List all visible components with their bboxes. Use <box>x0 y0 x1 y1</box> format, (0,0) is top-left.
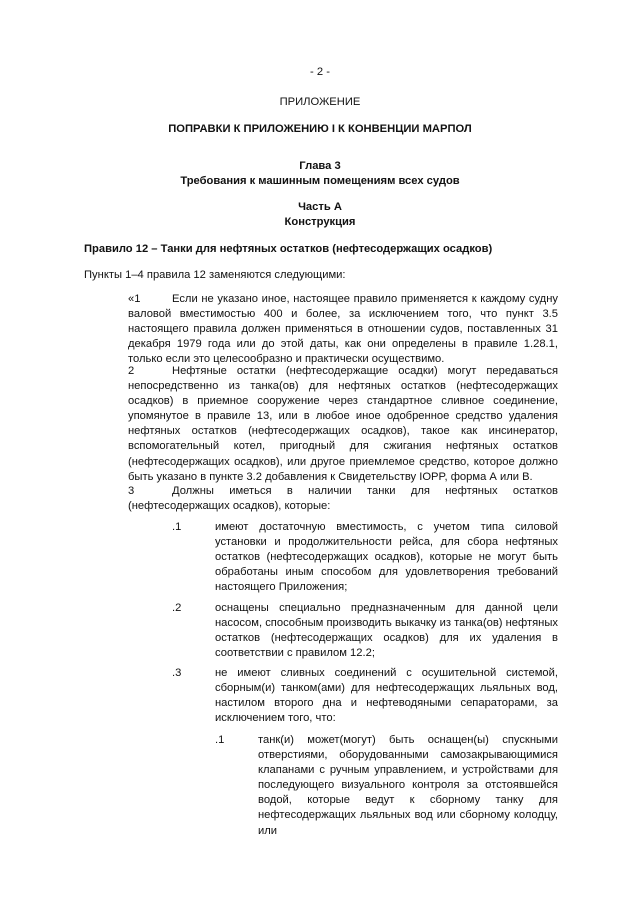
sub-item-text: не имеют сливных соединений с осушительной системой, сборным(и) танком(ами) для нефтесодержащих льяльных вод, настилом второго дна и нефтеводяными сепараторами, за исключением того, что: <box>215 667 558 725</box>
sub-item-number: .3 <box>172 667 182 679</box>
paragraph-text: Нефтяные остатки (нефтесодержащие осадки) могут передаваться непосредственно из танка(ов) для нефтяных остатков (нефтесодержащих осадков) в приемное сооружение через стандартное сливное соединение, упомянутое в правиле 13, или в любое иное одобренное средство удаления нефтяных остатков (нефтесодержащих осадков), такое как инсинератор, вспомогательный котел, пригодный для сжигания нефтяных остатков (нефтесодержащих осадков), или другое приемлемое средство, которое должно быть указано в пункте 3.2 добавления к Свидетельству IOPP, форма А или В. <box>128 365 558 483</box>
paragraph-text: Если не указано иное, настоящее правило применяется к каждому судну валовой вместимостью 400 и более, за исключением того, что пункт 3.5 настоящего правила должен применяться в отношении судов, поставленных 31 декабря 1979 года или до этой даты, как они определены в правиле 1.28.1, только если это целесообразно и практически осуществимо. <box>128 293 558 366</box>
sub-item-text: оснащены специально предназначенным для данной цели насосом, способным производить выкачку из танка(ов) нефтяных остатков (нефтесодержащих осадков) для их удаления в соответствии с правилом 12.2; <box>215 602 558 660</box>
paragraph-number: 2 <box>128 365 135 377</box>
sub-item-text: имеют достаточную вместимость, с учетом типа силовой установки и продолжительности рейса, для сбора нефтяных остатков (нефтесодержащих осадков), которые не могут быть обработаны иным способом для удовлетворения требований настоящего Приложения; <box>215 521 558 594</box>
regulation-heading: Правило 12 – Танки для нефтяных остатков (нефтесодержащих осадков) <box>84 243 493 255</box>
paragraph-number: 3 <box>128 485 135 497</box>
chapter-title: Требования к машинным помещениям всех судов <box>180 175 460 187</box>
sub-item-number: .2 <box>172 602 182 614</box>
amendments-title: ПОПРАВКИ К ПРИЛОЖЕНИЮ I К КОНВЕНЦИИ МАРПОЛ <box>168 123 472 135</box>
intro-text: Пункты 1–4 правила 12 заменяются следующими: <box>84 269 346 281</box>
part-number: Часть А <box>298 201 342 213</box>
page-number: - 2 - <box>310 66 330 78</box>
sub-item-number: .1 <box>172 521 182 533</box>
paragraph-number: «1 <box>128 293 141 305</box>
chapter-number: Глава 3 <box>299 160 341 172</box>
paragraph-text: Должны иметься в наличии танки для нефтяных остатков (нефтесодержащих осадков), которые: <box>128 485 558 513</box>
sub-sub-item-text: танк(и) может(могут) быть оснащен(ы) спускными отверстиями, оборудованными самозакрывающимися клапанами с ручным управлением, и устройствами для последующего визуального контроля за отстоявшейся водой, которые ведут к сборному танку для нефтесодержащих льяльных вод или сборному колодцу, или <box>258 734 558 837</box>
part-title: Конструкция <box>284 216 356 228</box>
annex-title: ПРИЛОЖЕНИЕ <box>279 96 361 108</box>
sub-sub-item-number: .1 <box>215 734 225 746</box>
